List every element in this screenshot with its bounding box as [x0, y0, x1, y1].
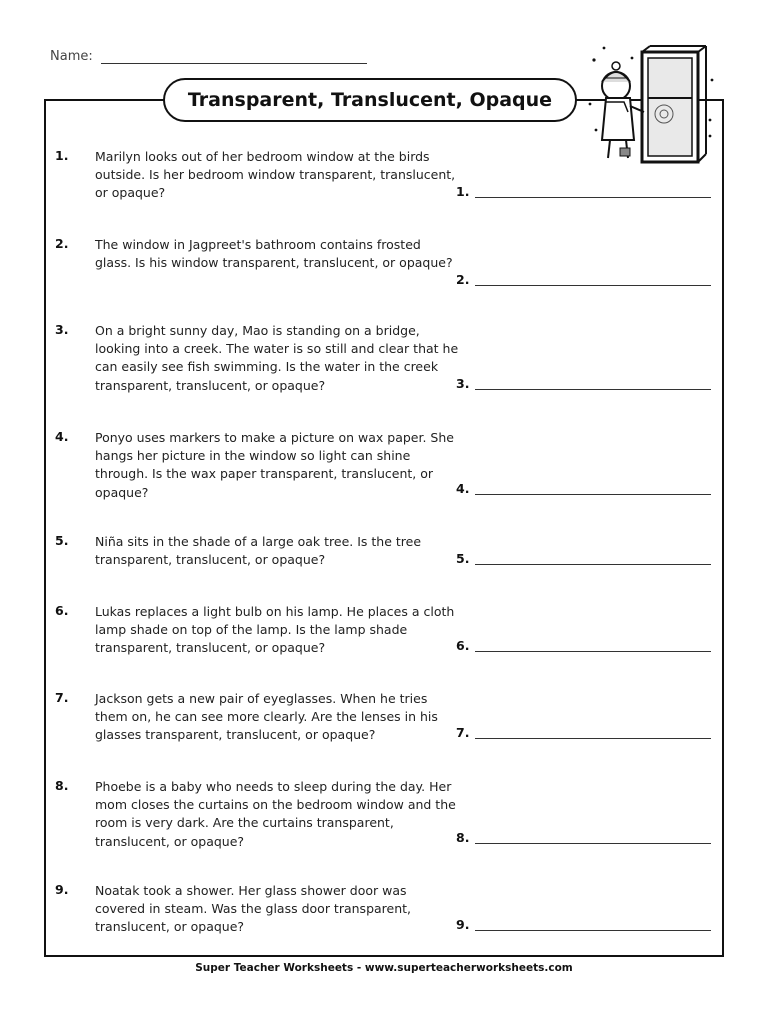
answer-9[interactable]: [456, 917, 712, 935]
answer-line[interactable]: [475, 389, 711, 390]
answer-line[interactable]: [475, 197, 711, 198]
answer-line[interactable]: [475, 738, 711, 739]
question-text: Lukas replaces a light bulb on his lamp. He places a cloth lamp shade on top of the lamp. Is the lamp shade transparent, translucent, or opaque?: [95, 604, 455, 656]
question-text: The window in Jagpreet's bathroom contains frosted glass. Is his window transparent, translucent, or opaque?: [95, 237, 453, 271]
answer-1[interactable]: [456, 184, 712, 202]
name-field[interactable]: [101, 63, 367, 64]
answer-number: 9.: [456, 917, 470, 932]
question-number: 3.: [55, 322, 69, 337]
question-number: 9.: [55, 882, 69, 897]
question-number: 1.: [55, 148, 69, 163]
answer-number: 7.: [456, 725, 470, 740]
answer-4[interactable]: [456, 481, 712, 499]
question-text: On a bright sunny day, Mao is standing on a bridge, looking into a creek. The water is so still and clear that he can easily see fish swimming. Is the water in the creek transparent, translucent, or opaque?: [95, 323, 459, 393]
question-number: 8.: [55, 778, 69, 793]
answer-number: 8.: [456, 830, 470, 845]
answer-line[interactable]: [475, 843, 711, 844]
answer-5[interactable]: [456, 551, 712, 569]
worksheet-title: Transparent, Translucent, Opaque: [163, 78, 577, 122]
answer-8[interactable]: [456, 830, 712, 848]
question-text: Noatak took a shower. Her glass shower door was covered in steam. Was the glass door transparent, translucent, or opaque?: [95, 883, 412, 935]
name-label: Name:: [50, 49, 93, 64]
answer-number: 1.: [456, 184, 470, 199]
answer-number: 4.: [456, 481, 470, 496]
answer-line[interactable]: [475, 564, 711, 565]
answer-line[interactable]: [475, 930, 711, 931]
question-text: Jackson gets a new pair of eyeglasses. When he tries them on, he can see more clearly. Are the lenses in his glasses transparent, translucent, or opaque?: [95, 691, 438, 743]
answer-line[interactable]: [475, 494, 711, 495]
footer-credit: Super Teacher Worksheets - www.superteacherworksheets.com: [195, 962, 573, 974]
answer-number: 5.: [456, 551, 470, 566]
answer-7[interactable]: [456, 725, 712, 743]
question-text: Niña sits in the shade of a large oak tree. Is the tree transparent, translucent, or opaque?: [95, 534, 422, 568]
child-at-window-icon: [584, 40, 716, 166]
question-number: 2.: [55, 236, 69, 251]
question-number: 5.: [55, 533, 69, 548]
answer-2[interactable]: [456, 272, 712, 290]
answer-3[interactable]: [456, 376, 712, 394]
question-number: 4.: [55, 429, 69, 444]
answer-number: 6.: [456, 638, 470, 653]
answer-number: 2.: [456, 272, 470, 287]
answer-line[interactable]: [475, 285, 711, 286]
answer-6[interactable]: [456, 638, 712, 656]
question-text: Marilyn looks out of her bedroom window at the birds outside. Is her bedroom window transparent, translucent, or opaque?: [95, 149, 456, 201]
answer-line[interactable]: [475, 651, 711, 652]
answer-number: 3.: [456, 376, 470, 391]
question-text: Phoebe is a baby who needs to sleep during the day. Her mom closes the curtains on the bedroom window and the room is very dark. Are the curtains transparent, translucent, or opaque?: [95, 779, 456, 849]
question-text: Ponyo uses markers to make a picture on wax paper. She hangs her picture in the window so light can shine through. Is the wax paper transparent, translucent, or opaque?: [95, 430, 454, 500]
question-number: 6.: [55, 603, 69, 618]
question-number: 7.: [55, 690, 69, 705]
